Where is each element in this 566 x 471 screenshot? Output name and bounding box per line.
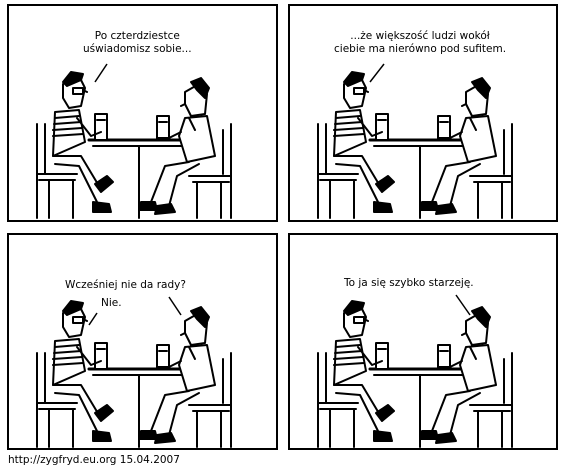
- comic-panel-3: [7, 233, 278, 450]
- panel-illustration: [9, 235, 280, 452]
- speech-bubble: To ja się szybko starzeję.: [344, 277, 474, 289]
- comic-panel-4: [288, 233, 558, 450]
- reply-bubble: Nie.: [101, 297, 122, 309]
- comic-panel-2: [288, 4, 558, 222]
- footer-credit: http://zygfryd.eu.org 15.04.2007: [8, 454, 180, 466]
- speech-bubble: Wcześniej nie da rady?: [65, 279, 186, 291]
- speech-bubble: Po czterdziestce uświadomisz sobie...: [83, 30, 192, 55]
- speech-bubble: ...że większość ludzi wokół ciebie ma nierówno pod sufitem.: [334, 30, 507, 55]
- comic-panel-1: [7, 4, 278, 222]
- panel-illustration: [290, 235, 560, 452]
